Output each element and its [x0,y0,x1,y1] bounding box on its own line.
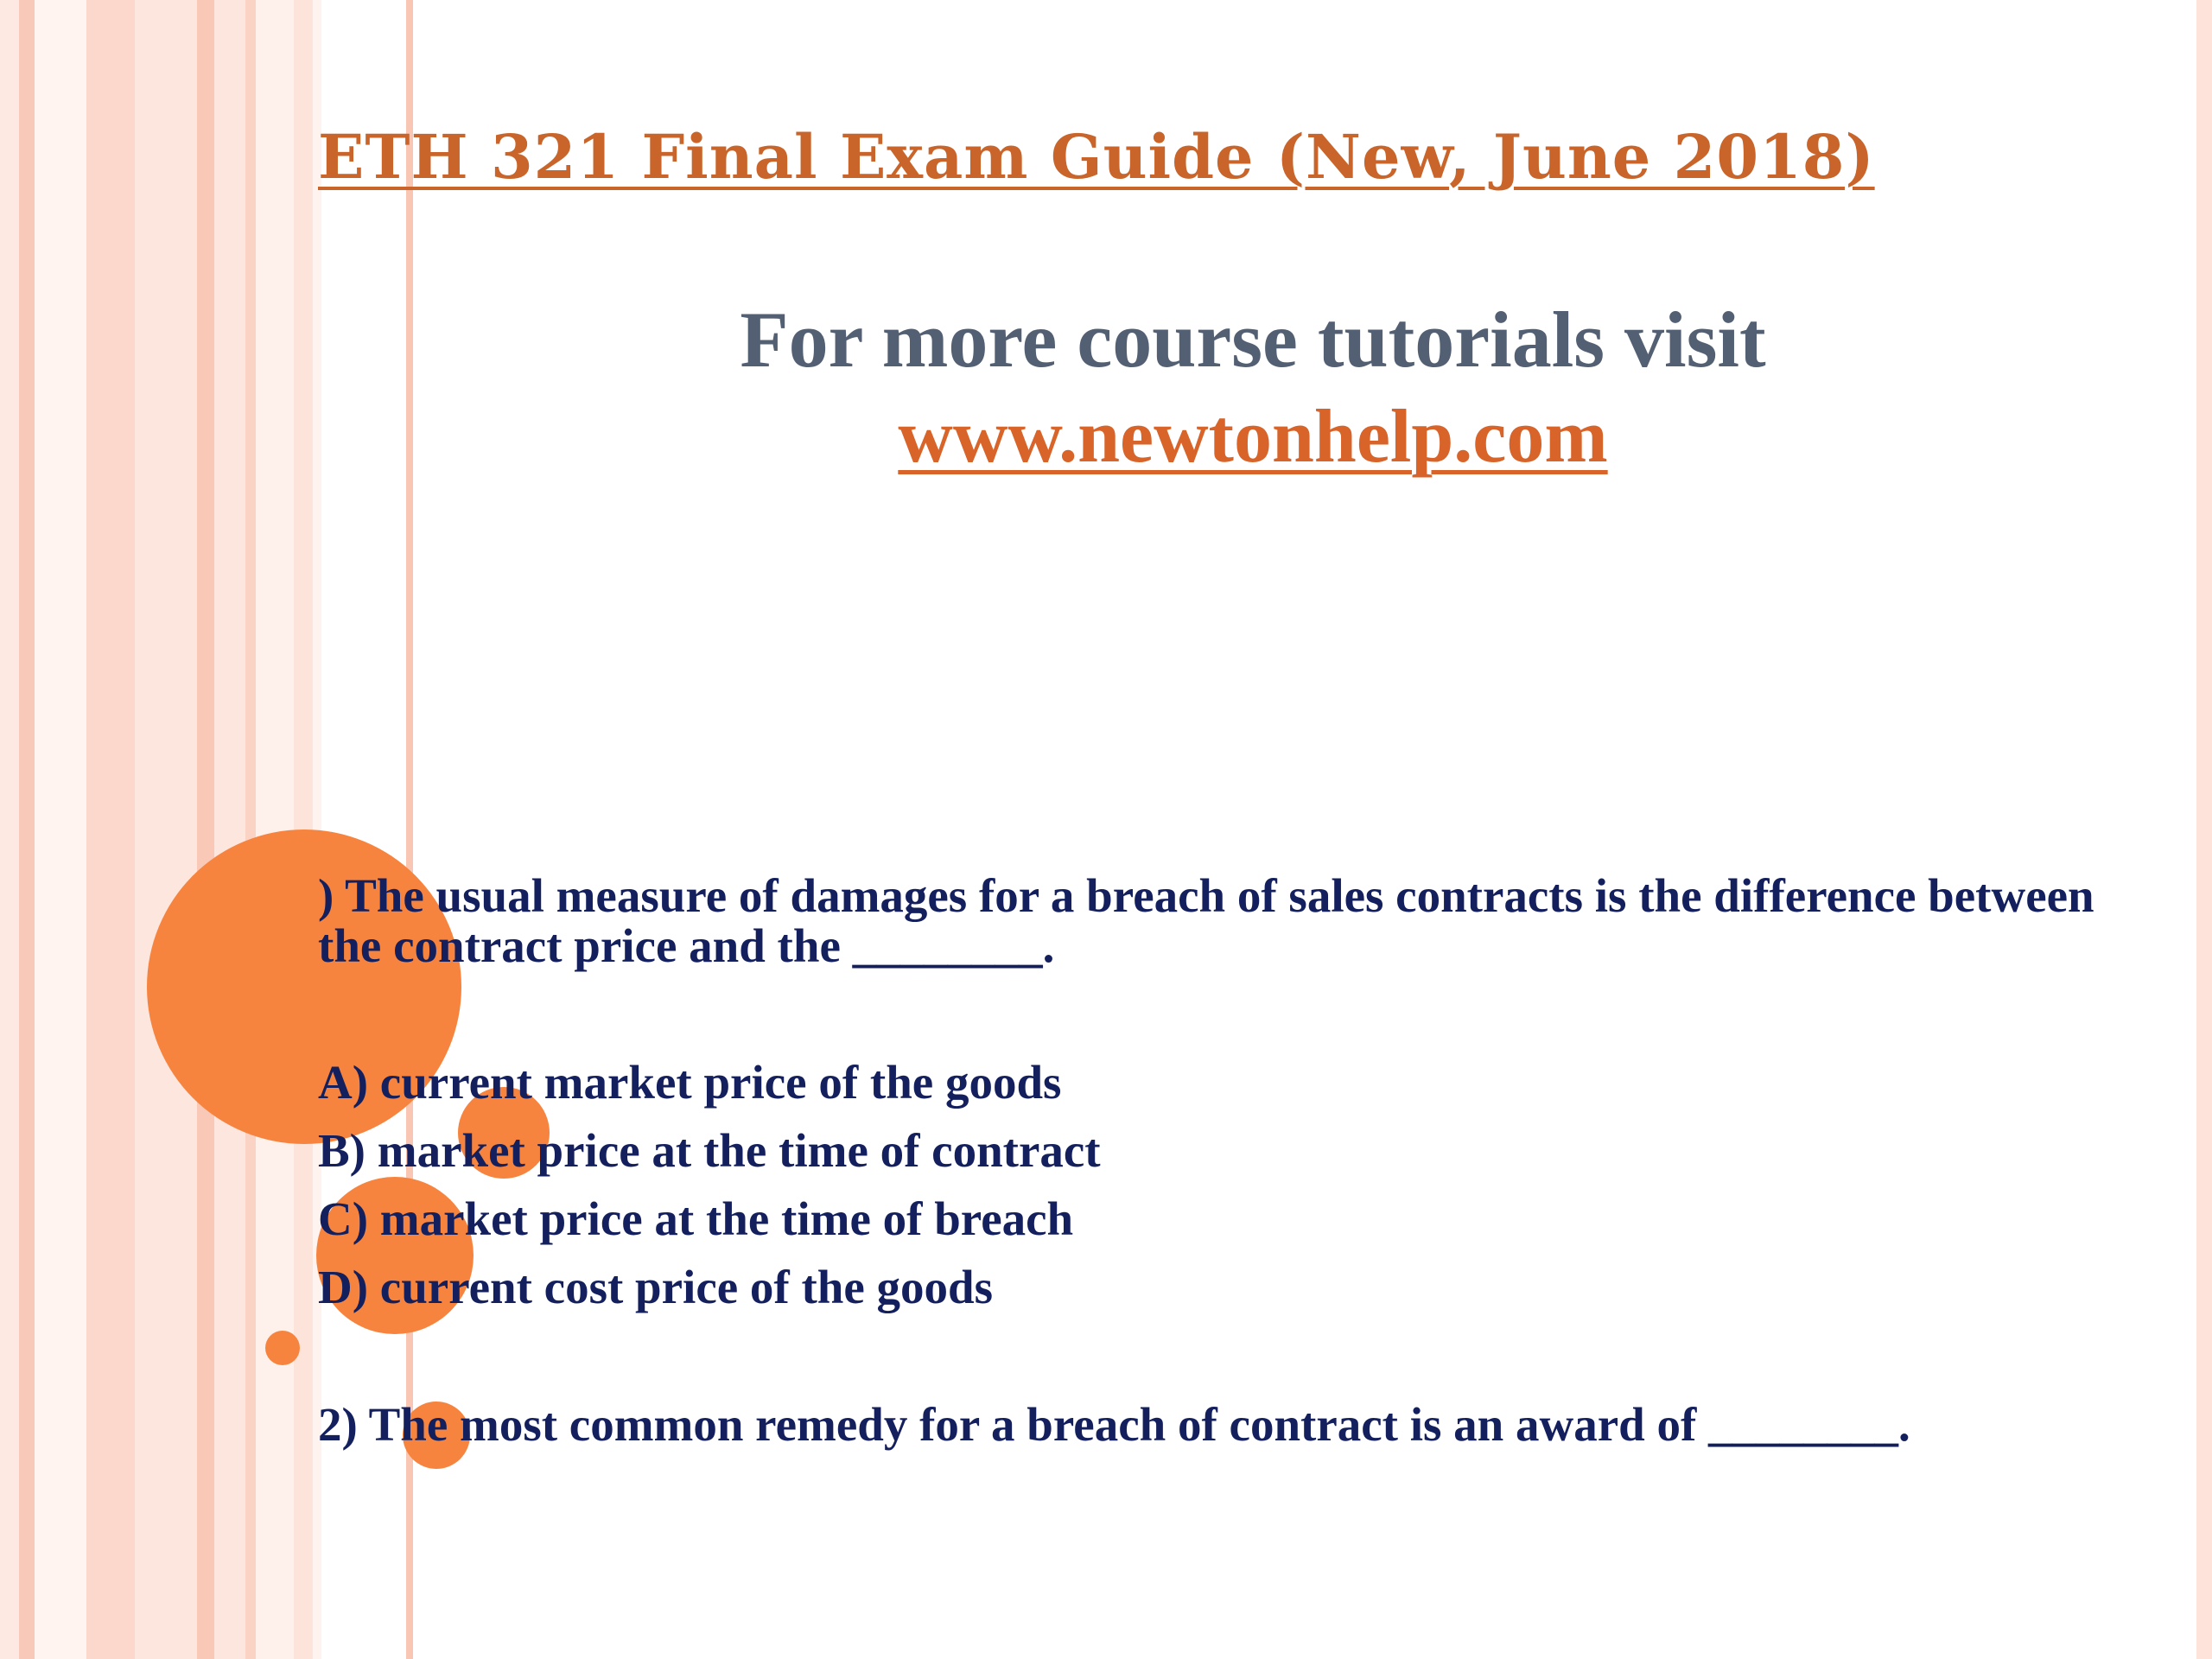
small-circle [265,1331,300,1365]
slide-title: ETH 321 Final Exam Guide (New, June 2018) [318,121,1875,193]
answer-option-a: A) current market price of the goods [318,1056,1062,1109]
question-text: ) The usual measure of damages for a breach of sales contracts is the difference between the contract price and the ________. [318,869,2094,972]
question-text: 2) The most common remedy for a breach of contract is an award of ________. [318,1398,1910,1451]
stripe [2196,0,2212,1659]
stripe [0,0,19,1659]
answer-option-d: D) current cost price of the goods [318,1261,994,1313]
promo-text: For more course tutorials visit [740,296,1766,384]
answer-option-c: C) market price at the time of breach [318,1192,1074,1245]
stripe [19,0,35,1659]
answer-options [318,1056,1101,1329]
stripe [245,0,256,1659]
answer-option-b: B) market price at the time of contract [318,1124,1101,1177]
stripe [86,0,135,1659]
stripe [135,0,197,1659]
promo-link[interactable]: www.newtonhelp.com [898,395,1608,479]
stripe [214,0,245,1659]
stripe [197,0,214,1659]
stripe [35,0,86,1659]
